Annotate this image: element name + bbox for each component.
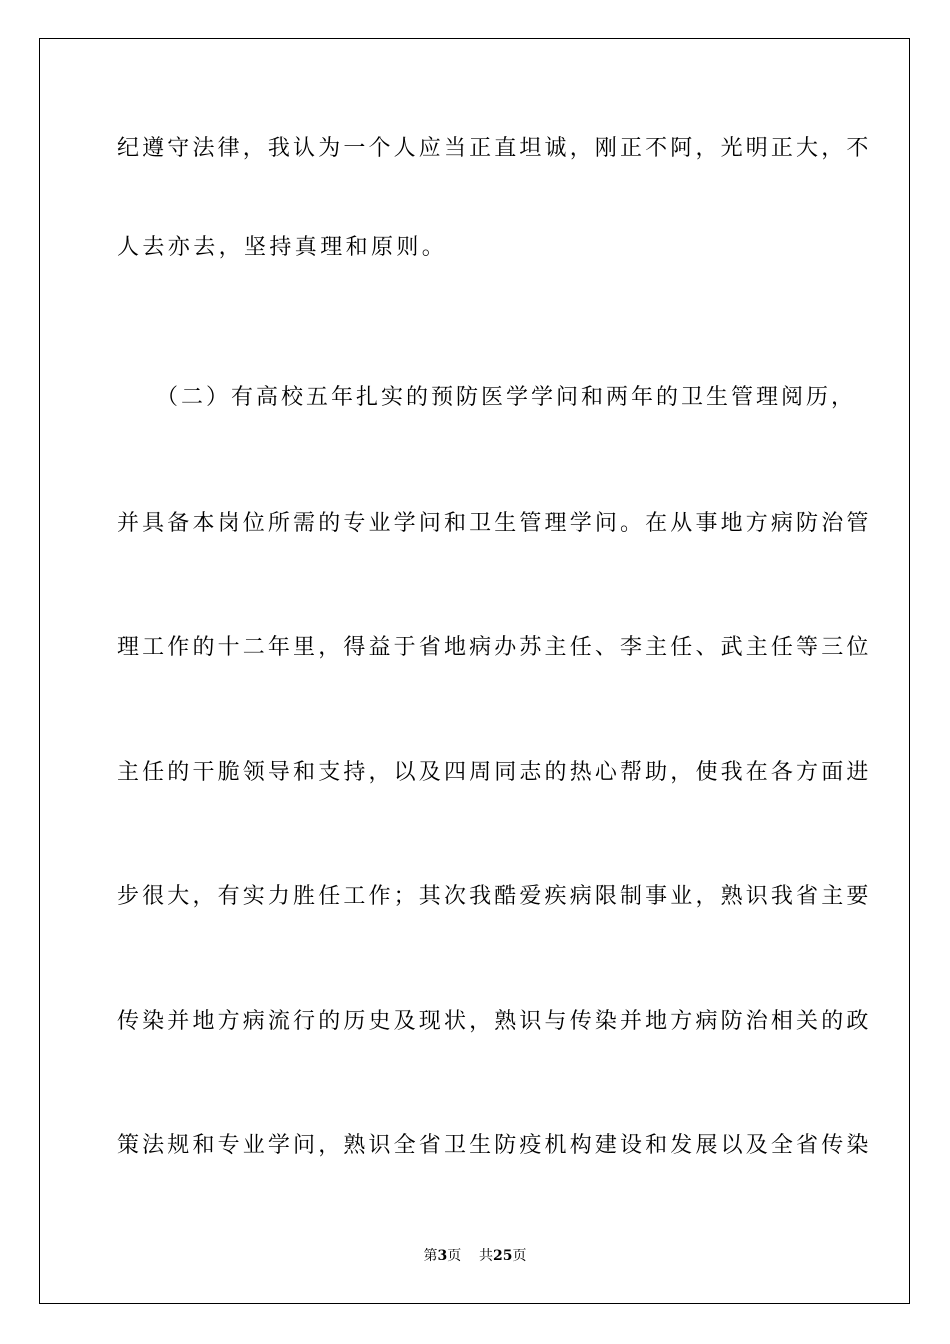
footer-page-prefix: 第 — [423, 1248, 438, 1264]
body-line-6: 主任的干脆领导和支持，以及四周同志的热心帮助，使我在各方面进 — [117, 760, 872, 785]
footer-total-prefix: 共 — [479, 1248, 494, 1264]
body-line-7: 步很大，有实力胜任工作；其次我酷爱疾病限制事业，熟识我省主要 — [117, 884, 872, 909]
body-line-2: 人去亦去，坚持真理和原则。 — [117, 235, 448, 260]
body-line-4: 并具备本岗位所需的专业学问和卫生管理学问。在从事地方病防治管 — [117, 511, 872, 536]
body-line-1: 纪遵守法律，我认为一个人应当正直坦诚，刚正不阿，光明正大，不 — [117, 136, 872, 161]
body-line-3: （二）有高校五年扎实的预防医学学问和两年的卫生管理阅历， — [117, 385, 857, 410]
page-footer — [0, 1246, 950, 1266]
body-line-5: 理工作的十二年里，得益于省地病办苏主任、李主任、武主任等三位 — [117, 635, 872, 660]
footer-total-pages: 25 — [493, 1248, 513, 1264]
footer-page-number: 3 — [437, 1248, 448, 1264]
footer-total-suffix: 页 — [512, 1248, 527, 1264]
body-line-8: 传染并地方病流行的历史及现状，熟识与传染并地方病防治相关的政 — [117, 1009, 872, 1034]
body-line-9: 策法规和专业学问，熟识全省卫生防疫机构建设和发展以及全省传染 — [117, 1133, 872, 1158]
footer-page-suffix: 页 — [447, 1248, 462, 1264]
